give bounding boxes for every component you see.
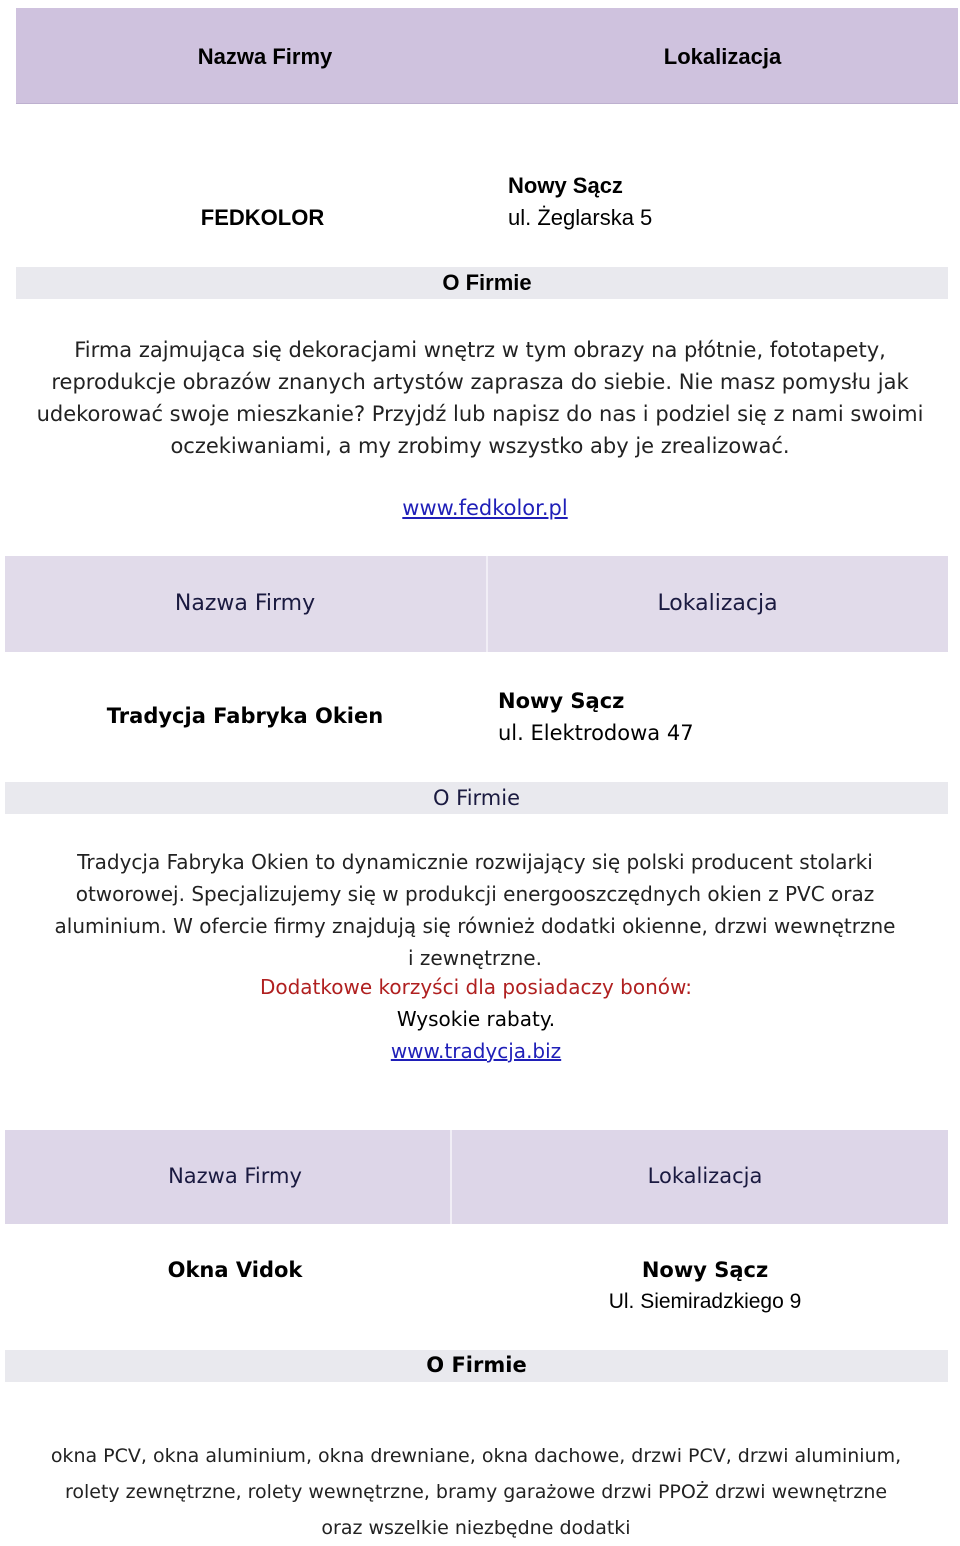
company-2-city: Nowy Sącz (498, 689, 625, 713)
company-2-name-header: Nazwa Firmy (174, 591, 316, 616)
company-3-name: Okna Vidok (167, 1258, 303, 1282)
company-1-about-label: O Firmie (442, 270, 532, 295)
company-2-description-line: otworowej. Specjalizujemy się w produkcji energooszczędnych okien z PVC oraz (75, 882, 875, 906)
company-1-description (10, 334, 950, 462)
company-2-description-line: Tradycja Fabryka Okien to dynamicznie rozwijający się polski producent stolarki (77, 850, 873, 874)
company-1-name: FEDKOLOR (200, 205, 325, 230)
company-1-description-line: oczekiwaniami, a my zrobimy wszystko aby je zrealizować. (170, 434, 790, 458)
company-2-description (0, 846, 950, 974)
company-3-description-line: rolety zewnętrzne, rolety wewnętrzne, bramy garażowe drzwi PPOŻ drzwi wewnętrzne (64, 1481, 888, 1503)
company-2-description-line: i zewnętrzne. (408, 946, 542, 970)
company-2-description-line: aluminium. W ofercie firmy znajdują się również dodatki okienne, drzwi wewnętrzne (54, 914, 896, 938)
company-3-header-divider (450, 1130, 452, 1224)
company-2-street: ul. Elektrodowa 47 (498, 721, 694, 745)
company-1-description-line: reprodukcje obrazów znanych artystów zaprasza do siebie. Nie masz pomysłu jak (51, 370, 909, 394)
company-1-location-header: Lokalizacja (663, 44, 782, 69)
company-1-description-line: udekorować swoje mieszkanie? Przyjdź lub napisz do nas i podziel się z nami swoimi (36, 402, 924, 426)
company-3-location-header: Lokalizacja (647, 1164, 763, 1188)
company-3-about-label: O Firmie (426, 1353, 527, 1377)
company-1-street: ul. Żeglarska 5 (508, 205, 653, 230)
company-3-description-line: okna PCV, okna aluminium, okna drewniane, okna dachowe, drzwi PCV, drzwi aluminium, (50, 1445, 902, 1467)
company-3-description-line: oraz wszelkie niezbędne dodatki (321, 1517, 631, 1539)
company-2-benefits-label: Dodatkowe korzyści dla posiadaczy bonów: (259, 975, 693, 999)
company-2-location-header: Lokalizacja (657, 591, 778, 616)
company-3-name-header: Nazwa Firmy (168, 1164, 302, 1188)
company-3-street: Ul. Siemiradzkiego 9 (608, 1290, 802, 1313)
company-1-description-line: Firma zajmująca się dekoracjami wnętrz w tym obrazy na płótnie, fototapety, (74, 338, 886, 362)
company-2-name: Tradycja Fabryka Okien (106, 704, 384, 728)
company-2-header-divider (486, 556, 488, 652)
company-2-about-label: O Firmie (432, 786, 521, 810)
company-1-city: Nowy Sącz (508, 173, 623, 198)
company-2-website-link[interactable]: www.tradycja.biz (390, 1039, 562, 1063)
company-3-description (0, 1438, 952, 1546)
company-1-website-link[interactable]: www.fedkolor.pl (402, 496, 568, 520)
company-1-name-header: Nazwa Firmy (197, 44, 333, 69)
company-3-city: Nowy Sącz (641, 1258, 769, 1282)
company-2-benefits-text: Wysokie rabaty. (396, 1007, 556, 1031)
